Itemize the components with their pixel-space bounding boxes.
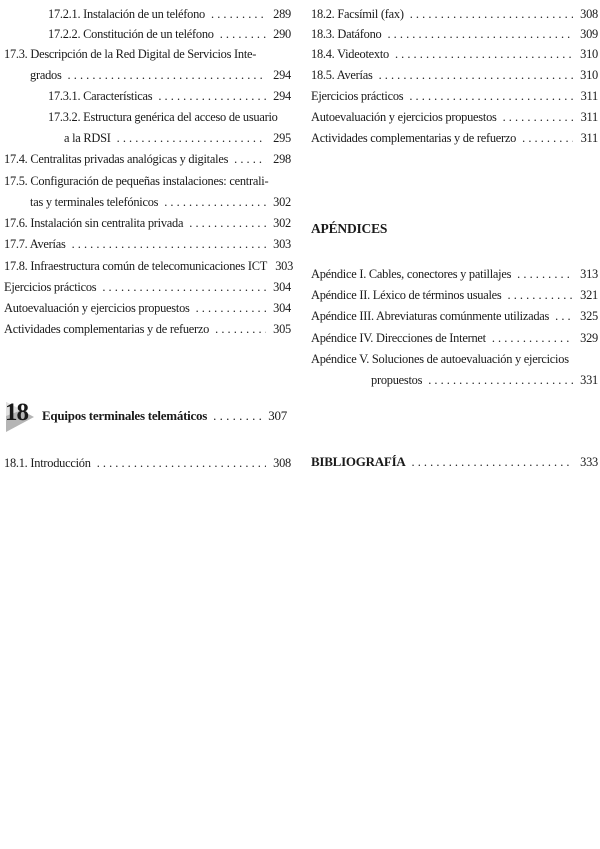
toc-entry-title: Ejercicios prácticos xyxy=(311,89,404,103)
toc-page-number: 331 xyxy=(580,373,598,387)
toc-entry-title: 17.3.1. Características xyxy=(48,89,153,103)
toc-entry-title: a la RDSI xyxy=(64,131,111,145)
toc-entry-title: 18.1. Introducción xyxy=(4,456,91,470)
leader-dots xyxy=(97,455,266,471)
toc-entry-title: 17.5. Configuración de pequeñas instalaciones: centrali- xyxy=(4,174,269,188)
toc-page-number: 329 xyxy=(580,331,598,345)
toc-page-number: 311 xyxy=(580,110,598,124)
toc-entry-title: 18.4. Videotexto xyxy=(311,47,389,61)
chapter-title: Equipos terminales telemáticos xyxy=(42,408,208,423)
toc-entry-title: Apéndice III. Abreviaturas comúnmente utilizadas xyxy=(311,309,550,323)
appendix-entry[interactable] xyxy=(311,330,598,346)
toc-entry[interactable] xyxy=(4,46,291,62)
leader-dots xyxy=(220,26,266,42)
toc-entry-title: Apéndice II. Léxico de términos usuales xyxy=(311,288,502,302)
toc-page-number: 298 xyxy=(273,152,291,166)
leader-dots xyxy=(379,67,573,83)
toc-page-number: 303 xyxy=(273,237,291,251)
toc-entry-title: 17.3. Descripción de la Red Digital de Servicios Inte- xyxy=(4,47,257,61)
toc-entry[interactable] xyxy=(311,130,598,146)
appendix-entry[interactable] xyxy=(311,287,598,303)
leader-dots xyxy=(215,321,266,337)
toc-entry[interactable] xyxy=(4,258,294,274)
toc-page-number: 313 xyxy=(580,267,598,281)
toc-entry-title: tas y terminales telefónicos xyxy=(30,195,159,209)
leader-dots xyxy=(395,46,573,62)
toc-page-number: 310 xyxy=(580,68,598,82)
toc-entry[interactable] xyxy=(48,6,291,22)
toc-entry-title: propuestos xyxy=(371,373,423,387)
toc-entry[interactable] xyxy=(311,109,598,125)
appendix-entry[interactable] xyxy=(311,351,598,367)
toc-entry[interactable] xyxy=(311,88,598,104)
leader-dots xyxy=(503,109,573,125)
leader-dots xyxy=(102,279,266,295)
toc-page-number: 325 xyxy=(580,309,598,323)
toc-entry-title: grados xyxy=(30,68,62,82)
toc-entry-continuation[interactable] xyxy=(30,67,291,83)
toc-page-number: 305 xyxy=(273,322,291,336)
leader-dots xyxy=(410,6,573,22)
leader-dots xyxy=(508,287,574,303)
toc-entry-title: 17.8. Infraestructura común de telecomunicaciones ICT xyxy=(4,259,268,273)
toc-page-number: 307 xyxy=(268,408,287,423)
toc-entry-continuation[interactable] xyxy=(64,130,291,146)
leader-dots xyxy=(213,408,262,424)
toc-page-number: 304 xyxy=(273,301,291,315)
toc-entry-title: 17.7. Averías xyxy=(4,237,66,251)
toc-page-number: 294 xyxy=(273,89,291,103)
toc-page-number: 308 xyxy=(273,456,291,470)
toc-entry-title: 17.6. Instalación sin centralita privada xyxy=(4,216,184,230)
leader-dots xyxy=(555,308,573,324)
toc-entry[interactable] xyxy=(4,236,291,252)
leader-dots xyxy=(117,130,266,146)
leader-dots xyxy=(234,151,266,167)
toc-entry-title: 17.3.2. Estructura genérica del acceso de usuario xyxy=(48,110,278,124)
toc-entry[interactable] xyxy=(48,26,291,42)
toc-entry[interactable] xyxy=(311,46,598,62)
toc-page-number: 309 xyxy=(580,27,598,41)
leader-dots xyxy=(492,330,573,346)
toc-entry-title: Apéndice I. Cables, conectores y patillajes xyxy=(311,267,512,281)
toc-entry-title: Ejercicios prácticos xyxy=(4,280,97,294)
toc-entry[interactable] xyxy=(4,279,291,295)
toc-entry-title: 17.2.2. Constitución de un teléfono xyxy=(48,27,214,41)
leader-dots xyxy=(158,88,266,104)
leader-dots xyxy=(387,26,573,42)
toc-page-number: 311 xyxy=(580,89,598,103)
toc-entry[interactable] xyxy=(48,109,291,125)
toc-entry[interactable] xyxy=(4,455,291,471)
appendix-entry-continuation[interactable] xyxy=(371,372,598,388)
toc-entry[interactable] xyxy=(311,26,598,42)
toc-entry-title: 18.3. Datáfono xyxy=(311,27,382,41)
toc-entry[interactable] xyxy=(4,321,291,337)
toc-entry-title: Actividades complementarias y de refuerzo xyxy=(311,131,517,145)
leader-dots xyxy=(189,215,266,231)
toc-entry[interactable] xyxy=(4,151,291,167)
toc-entry-title: Actividades complementarias y de refuerzo xyxy=(4,322,210,336)
leader-dots xyxy=(72,236,266,252)
toc-entry-title: 17.2.1. Instalación de un teléfono xyxy=(48,7,206,21)
appendices-heading: APÉNDICES xyxy=(311,221,388,236)
toc-page-number: 308 xyxy=(580,7,598,21)
toc-entry-title: Apéndice V. Soluciones de autoevaluación y ejercicios xyxy=(311,352,569,366)
toc-entry-title: Autoevaluación y ejercicios propuestos xyxy=(4,301,190,315)
toc-entry[interactable] xyxy=(311,6,598,22)
toc-entry-title: Apéndice IV. Direcciones de Internet xyxy=(311,331,486,345)
leader-dots xyxy=(196,300,266,316)
leader-dots xyxy=(522,130,573,146)
toc-entry-title: Autoevaluación y ejercicios propuestos xyxy=(311,110,497,124)
toc-entry[interactable] xyxy=(4,173,291,189)
leader-dots xyxy=(517,266,573,282)
toc-page-number: 302 xyxy=(273,195,291,209)
leader-dots xyxy=(428,372,573,388)
chapter-title-entry[interactable] xyxy=(42,408,287,424)
toc-entry[interactable] xyxy=(4,300,291,316)
toc-page-number: 294 xyxy=(273,68,291,82)
appendix-entry[interactable] xyxy=(311,308,598,324)
toc-page-number: 303 xyxy=(275,259,294,273)
leader-dots xyxy=(211,6,266,22)
leader-dots xyxy=(409,88,573,104)
toc-page-number: 310 xyxy=(580,47,598,61)
bibliography-entry[interactable] xyxy=(311,454,598,470)
toc-entry-title: 17.4. Centralitas privadas analógicas y digitales xyxy=(4,152,229,166)
leader-dots xyxy=(68,67,266,83)
toc-entry-title: 18.5. Averías xyxy=(311,68,373,82)
toc-entry-title: 18.2. Facsímil (fax) xyxy=(311,7,404,21)
chapter-number: 18 xyxy=(5,399,28,426)
toc-page-number: 311 xyxy=(580,131,598,145)
toc-entry[interactable] xyxy=(48,88,291,104)
toc-entry[interactable] xyxy=(311,67,598,83)
toc-page-number: 321 xyxy=(580,288,598,302)
toc-page-number: 289 xyxy=(273,7,291,21)
toc-page-number: 290 xyxy=(273,27,291,41)
toc-page-number: 302 xyxy=(273,216,291,230)
leader-dots xyxy=(164,194,266,210)
bibliography-heading: BIBLIOGRAFÍA xyxy=(311,454,406,469)
appendix-entry[interactable] xyxy=(311,266,598,282)
leader-dots xyxy=(412,454,573,470)
toc-page-number: 304 xyxy=(273,280,291,294)
toc-entry-continuation[interactable] xyxy=(30,194,291,210)
toc-page-number: 295 xyxy=(273,131,291,145)
toc-entry[interactable] xyxy=(4,215,291,231)
toc-page-number: 333 xyxy=(580,455,598,469)
